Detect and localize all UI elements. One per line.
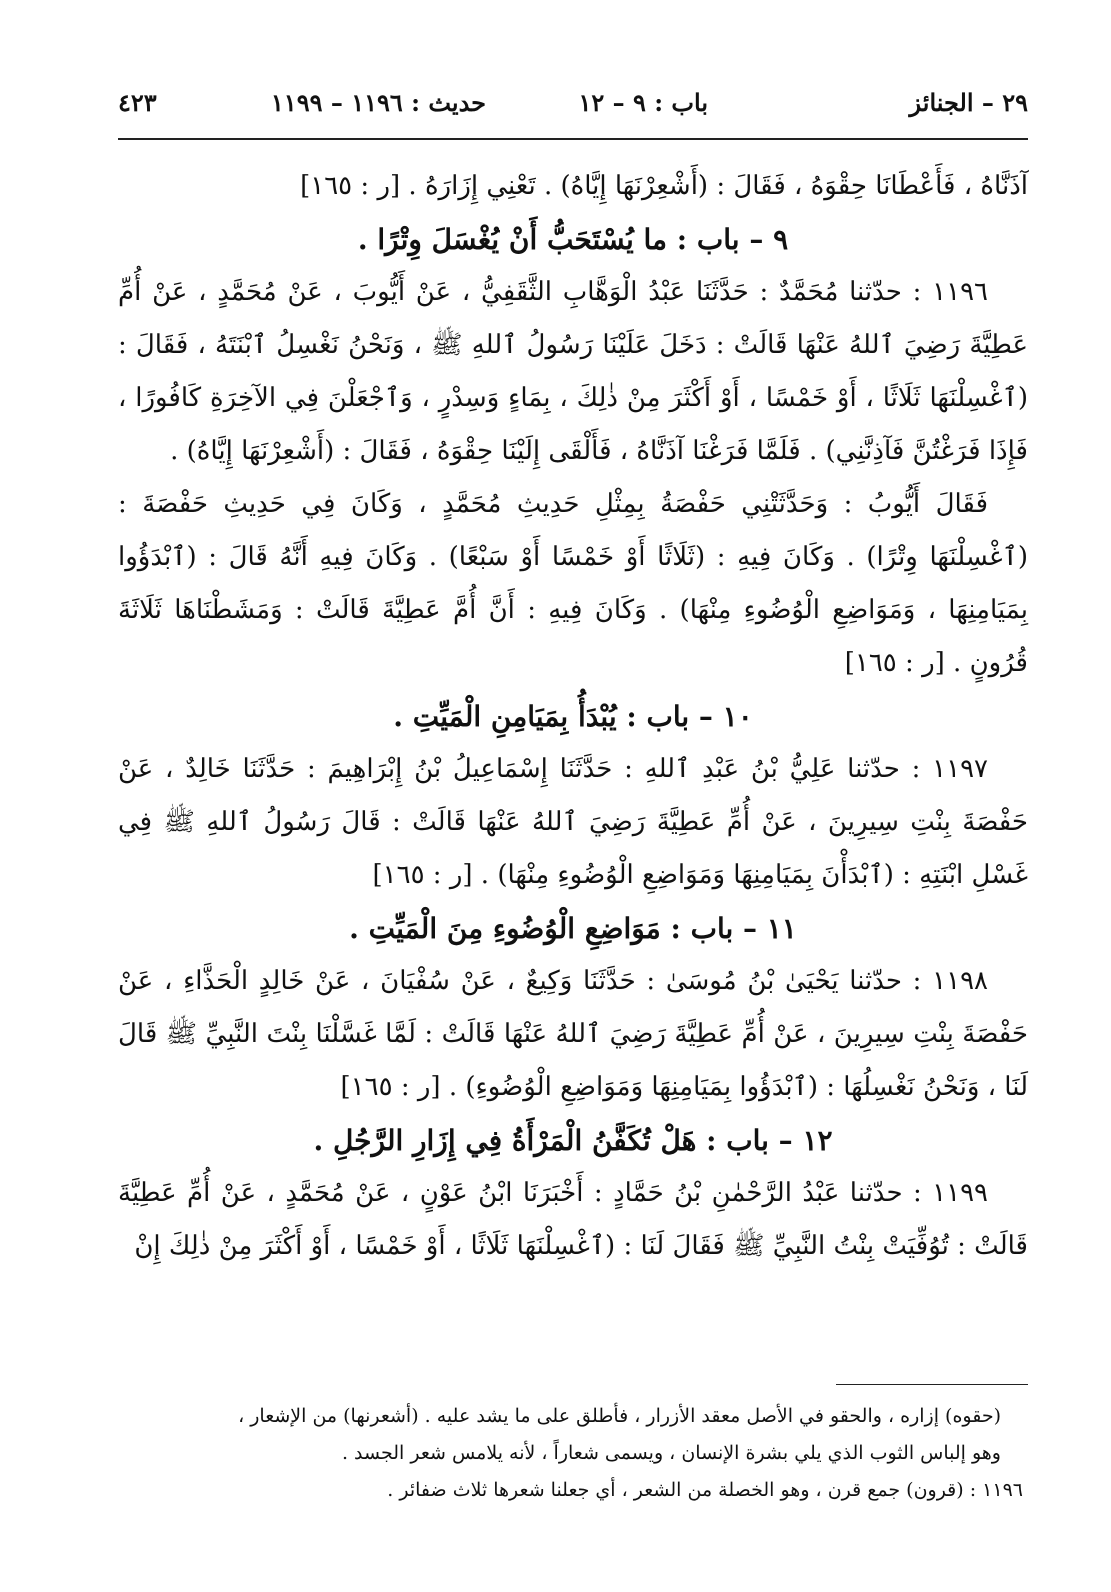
footnotes xyxy=(118,1398,1023,1509)
chapter-title: ٢٩ – الجنائز xyxy=(909,88,1028,117)
header-rule xyxy=(118,138,1028,140)
continuation-paragraph: آذَنَّاهُ ، فَأَعْطَانَا حِقْوَهُ ، فَقَالَ : (أَشْعِرْنَهَا إِيَّاهُ) . تَعْنِي إِزَارَهُ . [ر : ١٦٥] xyxy=(300,171,1028,201)
footnote-1196: ١١٩٦ : (قرون) جمع قرن ، وهو الخصلة من الشعر ، أي جعلنا شعرها ثلاث ضفائر . xyxy=(387,1479,1023,1501)
bab-range: باب : ٩ – ١٢ xyxy=(578,88,708,117)
bab-10-heading: ١٠ – باب : يُبْدَأُ بِمَيَامِنِ الْمَيِّتِ . xyxy=(393,700,753,733)
bab-12-heading: ١٢ – باب : هَلْ تُكَفَّنُ الْمَرْأَةُ فِي إِزَارِ الرَّجُلِ . xyxy=(313,1124,833,1157)
hadith-1199: ١١٩٩ : حدّثنا عَبْدُ الرَّحْمٰنِ بْنُ حَمَّادٍ : أَخْبَرَنَا ابْنُ عَوْنٍ ، عَنْ مُحَمَّدٍ ، عَنْ أُمِّ عَطِيَّةَ قَالَتْ : تُوُفِّيَتْ بِنْتُ النَّبِيِّ ﷺ فَقَالَ لَنَا : (ٱغْسِلْنَهَا ثَلَاثًا ، أَوْ خَمْسًا ، أَوْ أَكْثَرَ مِنْ ذٰلِكَ إِنْ xyxy=(118,1178,1028,1261)
hadith-1196: ١١٩٦ : حدّثنا مُحَمَّدٌ : حَدَّثَنَا عَبْدُ الْوَهَّابِ الثَّقَفِيُّ ، عَنْ أَيُّوبَ ، عَنْ مُحَمَّدٍ ، عَنْ أُمِّ عَطِيَّةَ رَضِيَ ٱللهُ عَنْهَا قَالَتْ : دَخَلَ عَلَيْنَا رَسُولُ ٱللهِ ﷺ ، وَنَحْنُ نَغْسِلُ ٱبْنَتَهُ ، فَقَالَ : (ٱغْسِلْنَهَا ثَلَاثًا ، أَوْ خَمْسًا ، أَوْ أَكْثَرَ مِنْ ذٰلِكَ ، بِمَاءٍ وَسِدْرٍ ، وَٱجْعَلْنَ فِي الآخِرَةِ كَافُورًا ، فَإِذَا فَرَغْتُنَّ فَآذِنَّنِي) . فَلَمَّا فَرَغْنَا آذَنَّاهُ ، فَأَلْقَى إِلَيْنَا حِقْوَهُ ، فَقَالَ : (أَشْعِرْنَهَا إِيَّاهُ) . xyxy=(118,277,1028,466)
running-header xyxy=(118,88,1028,128)
footnote-line: (حقوه) إزاره ، والحقو في الأصل معقد الأزرار ، فأطلق على ما يشد عليه . (أشعرنها) من الإشعار ، xyxy=(238,1405,1001,1427)
bab-11-heading: ١١ – باب : مَوَاضِعِ الْوُضُوءِ مِنَ الْمَيِّتِ . xyxy=(349,912,797,945)
main-text xyxy=(118,160,1028,1273)
hadith-range: حديث : ١١٩٦ – ١١٩٩ xyxy=(270,88,486,117)
hadith-1196-continuation: فَقَالَ أَيُّوبُ : وَحَدَّثَتْنِي حَفْصَةُ بِمِثْلِ حَدِيثِ مُحَمَّدٍ ، وَكَانَ فِي حَدِيثِ حَفْصَةَ : (ٱغْسِلْنَهَا وِتْرًا) . وَكَانَ فِيهِ : (ثَلَاثًا أَوْ خَمْسًا أَوْ سَبْعًا) . وَكَانَ فِيهِ أَنَّهُ قَالَ : (ٱبْدَؤُوا بِمَيَامِنِهَا ، وَمَوَاضِعِ الْوُضُوءِ مِنْهَا) . وَكَانَ فِيهِ : أَنَّ أُمَّ عَطِيَّةَ قَالَتْ : وَمَشَطْنَاهَا ثَلَاثَةَ قُرُونٍ . [ر : ١٦٥] xyxy=(118,489,1028,678)
hadith-1197: ١١٩٧ : حدّثنا عَلِيُّ بْنُ عَبْدِ ٱللهِ : حَدَّثَنَا إِسْمَاعِيلُ بْنُ إِبْرَاهِيمَ : حَدَّثَنَا خَالِدٌ ، عَنْ حَفْصَةَ بِنْتِ سِيرِينَ ، عَنْ أُمِّ عَطِيَّةَ رَضِيَ ٱللهُ عَنْهَا قَالَتْ : قَالَ رَسُولُ ٱللهِ ﷺ فِي غَسْلِ ابْنَتِهِ : (ٱبْدَأْنَ بِمَيَامِنِهَا وَمَوَاضِعِ الْوُضُوءِ مِنْهَا) . [ر : ١٦٥] xyxy=(118,754,1028,890)
page-number: ٤٢٣ xyxy=(118,88,157,117)
bab-9-heading: ٩ – باب : ما يُسْتَحَبُّ أَنْ يُغْسَلَ وِتْرًا . xyxy=(357,223,789,256)
hadith-1198: ١١٩٨ : حدّثنا يَحْيَىٰ بْنُ مُوسَىٰ : حَدَّثَنَا وَكِيعٌ ، عَنْ سُفْيَانَ ، عَنْ خَالِدٍ الْحَذَّاءِ ، عَنْ حَفْصَةَ بِنْتِ سِيرِينَ ، عَنْ أُمِّ عَطِيَّةَ رَضِيَ ٱللهُ عَنْهَا قَالَتْ : لَمَّا غَسَّلْنَا بِنْتَ النَّبِيِّ ﷺ قَالَ لَنَا ، وَنَحْنُ نَغْسِلُهَا : (ٱبْدَؤُوا بِمَيَامِنِهَا وَمَوَاضِعِ الْوُضُوءِ) . [ر : ١٦٥] xyxy=(118,966,1028,1102)
footnote-rule xyxy=(836,1384,1028,1385)
footnote-line: وهو إلباس الثوب الذي يلي بشرة الإنسان ، ويسمى شعاراً ، لأنه يلامس شعر الجسد . xyxy=(341,1442,1001,1464)
